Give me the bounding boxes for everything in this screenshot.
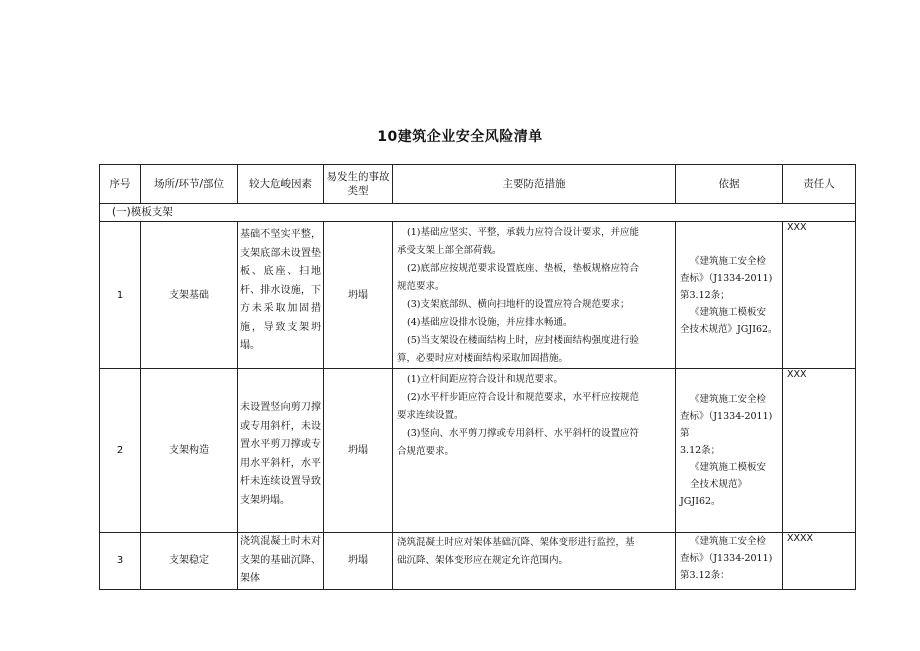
risk-table	[99, 164, 856, 590]
row-no: 1	[100, 222, 141, 369]
row-measures	[393, 222, 676, 369]
measure-line: 础沉降、架体变形应在规定允许范围内。	[397, 555, 569, 566]
measure-line: 承受支架上部全部荷载。	[397, 245, 502, 256]
measure-line: 浇筑混凝土时应对架体基础沉降、架体变形进行监控，基	[397, 537, 635, 548]
row-location: 支架稳定	[141, 533, 238, 590]
basis-line: 查标》（J1334-2011)第	[680, 411, 773, 439]
row-measures	[393, 369, 676, 533]
row-basis	[676, 222, 783, 369]
row-hazard: 未设置竖向剪刀撑或专用斜杆，未设置水平剪刀撑或专用水平斜杆，水平杆未连续设置导致支架坍塌。	[238, 369, 324, 533]
basis-line: 查标》（J1334-2011)	[680, 272, 773, 284]
row-location: 支架基础	[141, 222, 238, 369]
measure-line: (2)水平杆步距应符合设计和规范要求，水平杆应按规范	[407, 392, 639, 403]
row-basis	[676, 533, 783, 590]
table-row	[100, 222, 856, 369]
header-basis: 依据	[676, 165, 783, 204]
measure-line: (1)基础应坚实、平整，承载力应符合设计要求，并应能	[407, 227, 639, 238]
basis-line: 《建筑施工模板安	[690, 462, 767, 473]
row-measures	[393, 533, 676, 590]
table-row	[100, 533, 856, 590]
basis-line: 3.12条；	[680, 445, 721, 456]
basis-line: 全技术规范》JGJI62。	[680, 323, 778, 335]
basis-line: 《建筑施工安全检	[690, 394, 767, 405]
row-accident-type: 坍塌	[324, 369, 393, 533]
table-header-row	[100, 165, 856, 204]
basis-line: JGJI62。	[680, 496, 721, 507]
measure-line: (1)立杆间距应符合设计和规范要求。	[407, 374, 563, 385]
measure-line: (5)当支架设在楼面结构上时，应封楼面结构强度进行验	[407, 335, 639, 346]
header-location: 场所/环节/部位	[141, 165, 238, 204]
measure-line: 要求连续设置。	[397, 410, 464, 421]
row-no: 3	[100, 533, 141, 590]
measure-line: 合规范要求。	[397, 446, 455, 457]
header-no: 序号	[100, 165, 141, 204]
row-hazard: 浇筑混凝土时未对支架的基础沉降、架体	[238, 533, 324, 590]
basis-line: 《建筑施工模板安	[690, 306, 767, 318]
header-accident-type: 易发生的事故类型	[324, 165, 393, 204]
row-hazard: 基础不坚实平整，支架底部未设置垫板、底座、扫地杆、排水设施，下方未采取加固措施，导致支架坍塌。	[238, 222, 324, 369]
row-accident-type: 坍塌	[324, 533, 393, 590]
basis-line: 全技术规范》	[690, 479, 748, 490]
basis-line: 查标》（J1334-2011)	[680, 553, 773, 564]
measure-line: (3)竖向、水平剪刀撑或专用斜杆、水平斜杆的设置应符	[407, 428, 639, 439]
row-basis	[676, 369, 783, 533]
document-title: 10建筑企业安全风险清单	[377, 129, 543, 145]
measure-line: (4)基础应设排水设施，并应排水畅通。	[407, 317, 573, 328]
row-no: 2	[100, 369, 141, 533]
row-responsible: XXXX	[783, 533, 856, 590]
measure-line: 算，必要时应对楼面结构采取加固措施。	[397, 353, 569, 364]
basis-line: 《建筑施工安全检	[690, 536, 767, 547]
basis-line: 第3.12条；	[680, 289, 730, 301]
section-title: (一)模板支架	[100, 204, 856, 222]
basis-line: 《建筑施工安全检	[690, 255, 767, 267]
row-responsible: XXX	[783, 369, 856, 533]
row-responsible: XXX	[783, 222, 856, 369]
table-row	[100, 369, 856, 533]
header-hazard: 较大危峻因素	[238, 165, 324, 204]
header-measures: 主要防范措施	[393, 165, 676, 204]
basis-line: 第3.12条：	[680, 570, 730, 581]
row-accident-type: 坍塌	[324, 222, 393, 369]
header-responsible: 责任人	[783, 165, 856, 204]
row-location: 支架构造	[141, 369, 238, 533]
measure-line: 规范要求。	[397, 281, 445, 292]
section-row	[100, 204, 856, 222]
measure-line: (3)支架底部纵、横向扫地杆的设置应符合规范要求；	[407, 299, 630, 310]
measure-line: (2)底部应按规范要求设置底座、垫板，垫板规格应符合	[407, 263, 639, 274]
